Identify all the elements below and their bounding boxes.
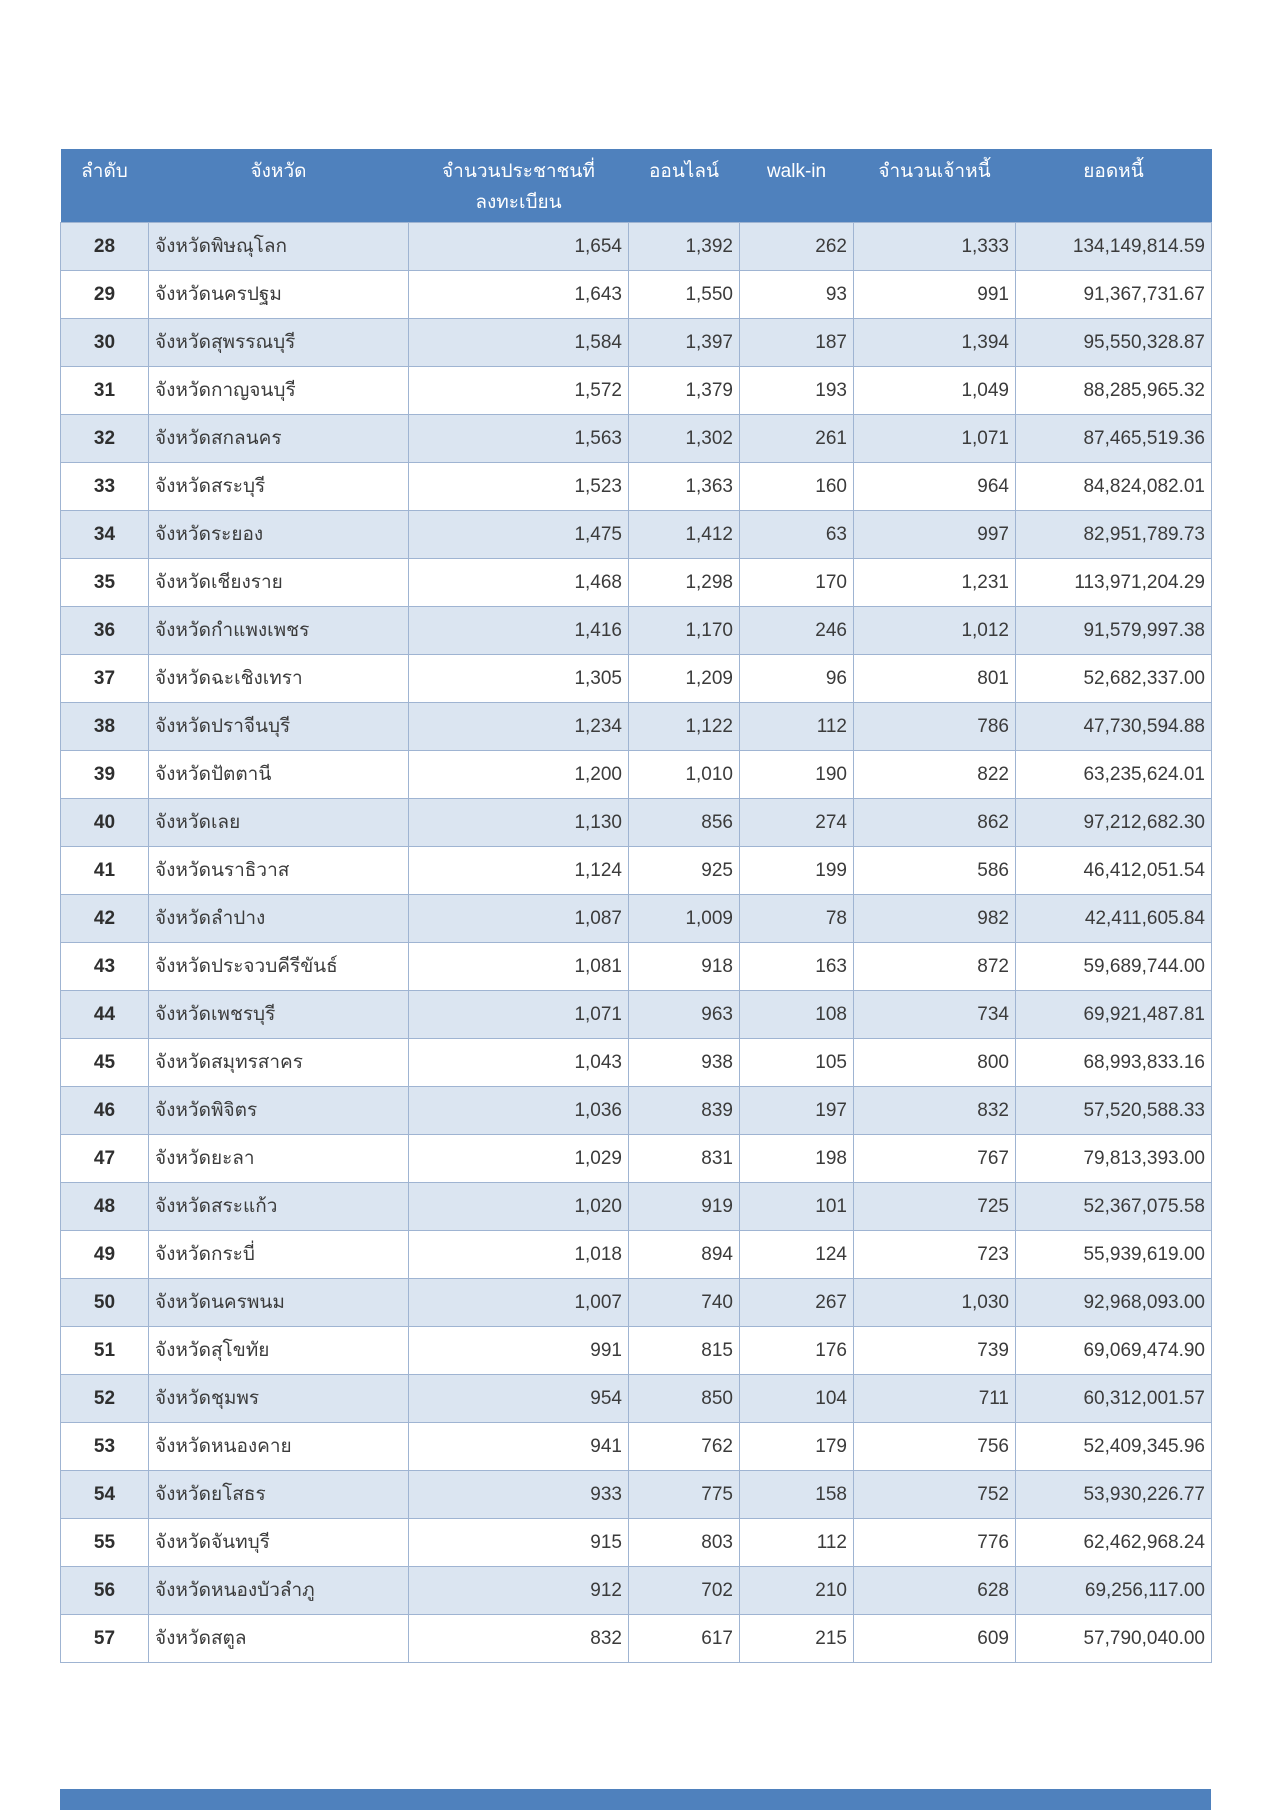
online-cell: 803	[629, 1518, 740, 1566]
creditors-cell: 776	[854, 1518, 1016, 1566]
walkin-cell: 210	[740, 1566, 854, 1614]
debt-cell: 69,921,487.81	[1016, 990, 1212, 1038]
creditors-cell: 1,030	[854, 1278, 1016, 1326]
registered-cell: 1,416	[409, 606, 629, 654]
debt-cell: 59,689,744.00	[1016, 942, 1212, 990]
walkin-cell: 170	[740, 558, 854, 606]
online-cell: 1,550	[629, 270, 740, 318]
debt-cell: 52,367,075.58	[1016, 1182, 1212, 1230]
walkin-cell: 93	[740, 270, 854, 318]
debt-cell: 52,682,337.00	[1016, 654, 1212, 702]
province-cell: จังหวัดกำแพงเพชร	[149, 606, 409, 654]
rank-cell: 52	[61, 1374, 149, 1422]
creditors-cell: 725	[854, 1182, 1016, 1230]
online-cell: 1,392	[629, 222, 740, 270]
online-cell: 1,170	[629, 606, 740, 654]
rank-cell: 46	[61, 1086, 149, 1134]
online-cell: 1,010	[629, 750, 740, 798]
debt-cell: 69,256,117.00	[1016, 1566, 1212, 1614]
rank-cell: 29	[61, 270, 149, 318]
registered-cell: 933	[409, 1470, 629, 1518]
table-row	[61, 846, 1212, 894]
rank-cell: 40	[61, 798, 149, 846]
debt-cell: 63,235,624.01	[1016, 750, 1212, 798]
registered-cell: 1,081	[409, 942, 629, 990]
table-row	[61, 750, 1212, 798]
creditors-cell: 997	[854, 510, 1016, 558]
table-row	[61, 702, 1212, 750]
walkin-cell: 274	[740, 798, 854, 846]
header-creditors	[854, 149, 1016, 222]
registered-cell: 1,643	[409, 270, 629, 318]
online-cell: 963	[629, 990, 740, 1038]
walkin-cell: 158	[740, 1470, 854, 1518]
table-row	[61, 798, 1212, 846]
online-cell: 1,122	[629, 702, 740, 750]
registered-cell: 1,523	[409, 462, 629, 510]
online-cell: 702	[629, 1566, 740, 1614]
header-online-label: ออนไลน์	[649, 161, 719, 182]
table-header-row	[61, 149, 1212, 222]
walkin-cell: 261	[740, 414, 854, 462]
online-cell: 1,412	[629, 510, 740, 558]
debt-cell: 68,993,833.16	[1016, 1038, 1212, 1086]
online-cell: 839	[629, 1086, 740, 1134]
province-cell: จังหวัดชุมพร	[149, 1374, 409, 1422]
registered-cell: 1,036	[409, 1086, 629, 1134]
table-row	[61, 1278, 1212, 1326]
province-cell: จังหวัดหนองคาย	[149, 1422, 409, 1470]
walkin-cell: 104	[740, 1374, 854, 1422]
rank-cell: 47	[61, 1134, 149, 1182]
online-cell: 1,363	[629, 462, 740, 510]
online-cell: 1,298	[629, 558, 740, 606]
creditors-cell: 801	[854, 654, 1016, 702]
province-cell: จังหวัดหนองบัวลำภู	[149, 1566, 409, 1614]
province-cell: จังหวัดจันทบุรี	[149, 1518, 409, 1566]
walkin-cell: 246	[740, 606, 854, 654]
table-row	[61, 1230, 1212, 1278]
table-row	[61, 654, 1212, 702]
debt-cell: 134,149,814.59	[1016, 222, 1212, 270]
online-cell: 925	[629, 846, 740, 894]
debt-cell: 47,730,594.88	[1016, 702, 1212, 750]
province-cell: จังหวัดนครพนม	[149, 1278, 409, 1326]
rank-cell: 53	[61, 1422, 149, 1470]
debt-cell: 91,367,731.67	[1016, 270, 1212, 318]
walkin-cell: 96	[740, 654, 854, 702]
creditors-cell: 982	[854, 894, 1016, 942]
rank-cell: 35	[61, 558, 149, 606]
rank-cell: 45	[61, 1038, 149, 1086]
walkin-cell: 176	[740, 1326, 854, 1374]
creditors-cell: 786	[854, 702, 1016, 750]
rank-cell: 36	[61, 606, 149, 654]
online-cell: 762	[629, 1422, 740, 1470]
online-cell: 1,209	[629, 654, 740, 702]
rank-cell: 31	[61, 366, 149, 414]
table-row	[61, 1086, 1212, 1134]
next-page-table-header-strip	[60, 1789, 1211, 1810]
province-cell: จังหวัดสุโขทัย	[149, 1326, 409, 1374]
province-cell: จังหวัดพิษณุโลก	[149, 222, 409, 270]
rank-cell: 28	[61, 222, 149, 270]
province-debt-table	[60, 149, 1212, 1663]
rank-cell: 32	[61, 414, 149, 462]
table-row	[61, 1374, 1212, 1422]
table-row	[61, 1422, 1212, 1470]
province-cell: จังหวัดระยอง	[149, 510, 409, 558]
walkin-cell: 112	[740, 1518, 854, 1566]
creditors-cell: 832	[854, 1086, 1016, 1134]
rank-cell: 56	[61, 1566, 149, 1614]
creditors-cell: 822	[854, 750, 1016, 798]
rank-cell: 41	[61, 846, 149, 894]
table-body	[61, 222, 1212, 1662]
online-cell: 1,379	[629, 366, 740, 414]
walkin-cell: 179	[740, 1422, 854, 1470]
registered-cell: 1,584	[409, 318, 629, 366]
rank-cell: 48	[61, 1182, 149, 1230]
rank-cell: 38	[61, 702, 149, 750]
walkin-cell: 163	[740, 942, 854, 990]
creditors-cell: 1,012	[854, 606, 1016, 654]
table-row	[61, 1518, 1212, 1566]
registered-cell: 954	[409, 1374, 629, 1422]
walkin-cell: 105	[740, 1038, 854, 1086]
debt-cell: 79,813,393.00	[1016, 1134, 1212, 1182]
header-walkin-label: walk-in	[766, 161, 827, 182]
debt-cell: 52,409,345.96	[1016, 1422, 1212, 1470]
creditors-cell: 1,071	[854, 414, 1016, 462]
walkin-cell: 190	[740, 750, 854, 798]
debt-cell: 57,790,040.00	[1016, 1614, 1212, 1662]
province-cell: จังหวัดสกลนคร	[149, 414, 409, 462]
registered-cell: 1,563	[409, 414, 629, 462]
header-registered-line2: ลงทะเบียน	[475, 192, 562, 213]
creditors-cell: 1,333	[854, 222, 1016, 270]
online-cell: 919	[629, 1182, 740, 1230]
registered-cell: 1,043	[409, 1038, 629, 1086]
creditors-cell: 756	[854, 1422, 1016, 1470]
header-registered	[409, 149, 629, 222]
province-cell: จังหวัดนครปฐม	[149, 270, 409, 318]
province-cell: จังหวัดสระบุรี	[149, 462, 409, 510]
creditors-cell: 723	[854, 1230, 1016, 1278]
debt-cell: 97,212,682.30	[1016, 798, 1212, 846]
registered-cell: 1,200	[409, 750, 629, 798]
rank-cell: 55	[61, 1518, 149, 1566]
table-row	[61, 318, 1212, 366]
walkin-cell: 112	[740, 702, 854, 750]
walkin-cell: 193	[740, 366, 854, 414]
creditors-cell: 609	[854, 1614, 1016, 1662]
walkin-cell: 267	[740, 1278, 854, 1326]
registered-cell: 1,029	[409, 1134, 629, 1182]
header-rank-label: ลำดับ	[81, 161, 128, 182]
province-cell: จังหวัดฉะเชิงเทรา	[149, 654, 409, 702]
registered-cell: 1,305	[409, 654, 629, 702]
rank-cell: 30	[61, 318, 149, 366]
table-row	[61, 414, 1212, 462]
registered-cell: 1,018	[409, 1230, 629, 1278]
registered-cell: 1,130	[409, 798, 629, 846]
debt-cell: 84,824,082.01	[1016, 462, 1212, 510]
table-row	[61, 222, 1212, 270]
registered-cell: 832	[409, 1614, 629, 1662]
province-cell: จังหวัดปราจีนบุรี	[149, 702, 409, 750]
province-cell: จังหวัดประจวบคีรีขันธ์	[149, 942, 409, 990]
table-row	[61, 366, 1212, 414]
debt-cell: 91,579,997.38	[1016, 606, 1212, 654]
creditors-cell: 752	[854, 1470, 1016, 1518]
debt-cell: 46,412,051.54	[1016, 846, 1212, 894]
table-row	[61, 510, 1212, 558]
header-creditors-label: จำนวนเจ้าหนี้	[878, 161, 991, 182]
online-cell: 918	[629, 942, 740, 990]
debt-cell: 69,069,474.90	[1016, 1326, 1212, 1374]
header-debt	[1016, 149, 1212, 222]
province-cell: จังหวัดเลย	[149, 798, 409, 846]
province-cell: จังหวัดสุพรรณบุรี	[149, 318, 409, 366]
creditors-cell: 628	[854, 1566, 1016, 1614]
province-cell: จังหวัดยะลา	[149, 1134, 409, 1182]
walkin-cell: 199	[740, 846, 854, 894]
debt-cell: 60,312,001.57	[1016, 1374, 1212, 1422]
walkin-cell: 160	[740, 462, 854, 510]
creditors-cell: 991	[854, 270, 1016, 318]
header-rank	[61, 149, 149, 222]
online-cell: 1,302	[629, 414, 740, 462]
online-cell: 617	[629, 1614, 740, 1662]
rank-cell: 39	[61, 750, 149, 798]
walkin-cell: 262	[740, 222, 854, 270]
debt-cell: 92,968,093.00	[1016, 1278, 1212, 1326]
table-row	[61, 1566, 1212, 1614]
debt-cell: 88,285,965.32	[1016, 366, 1212, 414]
online-cell: 1,009	[629, 894, 740, 942]
creditors-cell: 767	[854, 1134, 1016, 1182]
table-row	[61, 1614, 1212, 1662]
creditors-cell: 800	[854, 1038, 1016, 1086]
table-row	[61, 1038, 1212, 1086]
province-debt-table-container	[60, 149, 1211, 1663]
registered-cell: 1,572	[409, 366, 629, 414]
rank-cell: 57	[61, 1614, 149, 1662]
creditors-cell: 1,049	[854, 366, 1016, 414]
table-row	[61, 1326, 1212, 1374]
registered-cell: 1,007	[409, 1278, 629, 1326]
online-cell: 850	[629, 1374, 740, 1422]
rank-cell: 43	[61, 942, 149, 990]
table-row	[61, 1470, 1212, 1518]
walkin-cell: 215	[740, 1614, 854, 1662]
walkin-cell: 124	[740, 1230, 854, 1278]
registered-cell: 1,654	[409, 222, 629, 270]
province-cell: จังหวัดนราธิวาส	[149, 846, 409, 894]
creditors-cell: 711	[854, 1374, 1016, 1422]
registered-cell: 1,020	[409, 1182, 629, 1230]
province-cell: จังหวัดปัตตานี	[149, 750, 409, 798]
walkin-cell: 63	[740, 510, 854, 558]
debt-cell: 62,462,968.24	[1016, 1518, 1212, 1566]
creditors-cell: 739	[854, 1326, 1016, 1374]
province-cell: จังหวัดกระบี่	[149, 1230, 409, 1278]
header-registered-line1: จำนวนประชาชนที่	[442, 161, 595, 182]
registered-cell: 915	[409, 1518, 629, 1566]
table-row	[61, 990, 1212, 1038]
walkin-cell: 198	[740, 1134, 854, 1182]
rank-cell: 50	[61, 1278, 149, 1326]
walkin-cell: 197	[740, 1086, 854, 1134]
debt-cell: 82,951,789.73	[1016, 510, 1212, 558]
province-cell: จังหวัดลำปาง	[149, 894, 409, 942]
creditors-cell: 862	[854, 798, 1016, 846]
walkin-cell: 187	[740, 318, 854, 366]
province-cell: จังหวัดกาญจนบุรี	[149, 366, 409, 414]
creditors-cell: 586	[854, 846, 1016, 894]
online-cell: 815	[629, 1326, 740, 1374]
rank-cell: 44	[61, 990, 149, 1038]
online-cell: 856	[629, 798, 740, 846]
table-row	[61, 462, 1212, 510]
province-cell: จังหวัดสมุทรสาคร	[149, 1038, 409, 1086]
province-cell: จังหวัดยโสธร	[149, 1470, 409, 1518]
debt-cell: 113,971,204.29	[1016, 558, 1212, 606]
header-debt-label: ยอดหนี้	[1083, 161, 1144, 182]
creditors-cell: 1,231	[854, 558, 1016, 606]
registered-cell: 1,475	[409, 510, 629, 558]
rank-cell: 37	[61, 654, 149, 702]
registered-cell: 941	[409, 1422, 629, 1470]
registered-cell: 991	[409, 1326, 629, 1374]
header-online	[629, 149, 740, 222]
table-row	[61, 894, 1212, 942]
online-cell: 775	[629, 1470, 740, 1518]
province-cell: จังหวัดสระแก้ว	[149, 1182, 409, 1230]
walkin-cell: 101	[740, 1182, 854, 1230]
registered-cell: 1,234	[409, 702, 629, 750]
walkin-cell: 78	[740, 894, 854, 942]
table-row	[61, 1134, 1212, 1182]
walkin-cell: 108	[740, 990, 854, 1038]
province-cell: จังหวัดสตูล	[149, 1614, 409, 1662]
table-row	[61, 558, 1212, 606]
debt-cell: 53,930,226.77	[1016, 1470, 1212, 1518]
debt-cell: 42,411,605.84	[1016, 894, 1212, 942]
debt-cell: 95,550,328.87	[1016, 318, 1212, 366]
registered-cell: 1,087	[409, 894, 629, 942]
table-row	[61, 270, 1212, 318]
province-cell: จังหวัดพิจิตร	[149, 1086, 409, 1134]
rank-cell: 51	[61, 1326, 149, 1374]
debt-cell: 55,939,619.00	[1016, 1230, 1212, 1278]
online-cell: 894	[629, 1230, 740, 1278]
province-cell: จังหวัดเชียงราย	[149, 558, 409, 606]
table-row	[61, 1182, 1212, 1230]
debt-cell: 57,520,588.33	[1016, 1086, 1212, 1134]
creditors-cell: 1,394	[854, 318, 1016, 366]
table-row	[61, 606, 1212, 654]
online-cell: 831	[629, 1134, 740, 1182]
debt-cell: 87,465,519.36	[1016, 414, 1212, 462]
online-cell: 740	[629, 1278, 740, 1326]
header-walkin	[740, 149, 854, 222]
rank-cell: 33	[61, 462, 149, 510]
table-row	[61, 942, 1212, 990]
rank-cell: 34	[61, 510, 149, 558]
province-cell: จังหวัดเพชรบุรี	[149, 990, 409, 1038]
registered-cell: 1,124	[409, 846, 629, 894]
rank-cell: 42	[61, 894, 149, 942]
header-province-label: จังหวัด	[250, 161, 307, 182]
rank-cell: 49	[61, 1230, 149, 1278]
online-cell: 1,397	[629, 318, 740, 366]
creditors-cell: 734	[854, 990, 1016, 1038]
header-province	[149, 149, 409, 222]
creditors-cell: 872	[854, 942, 1016, 990]
registered-cell: 912	[409, 1566, 629, 1614]
creditors-cell: 964	[854, 462, 1016, 510]
registered-cell: 1,468	[409, 558, 629, 606]
online-cell: 938	[629, 1038, 740, 1086]
registered-cell: 1,071	[409, 990, 629, 1038]
rank-cell: 54	[61, 1470, 149, 1518]
